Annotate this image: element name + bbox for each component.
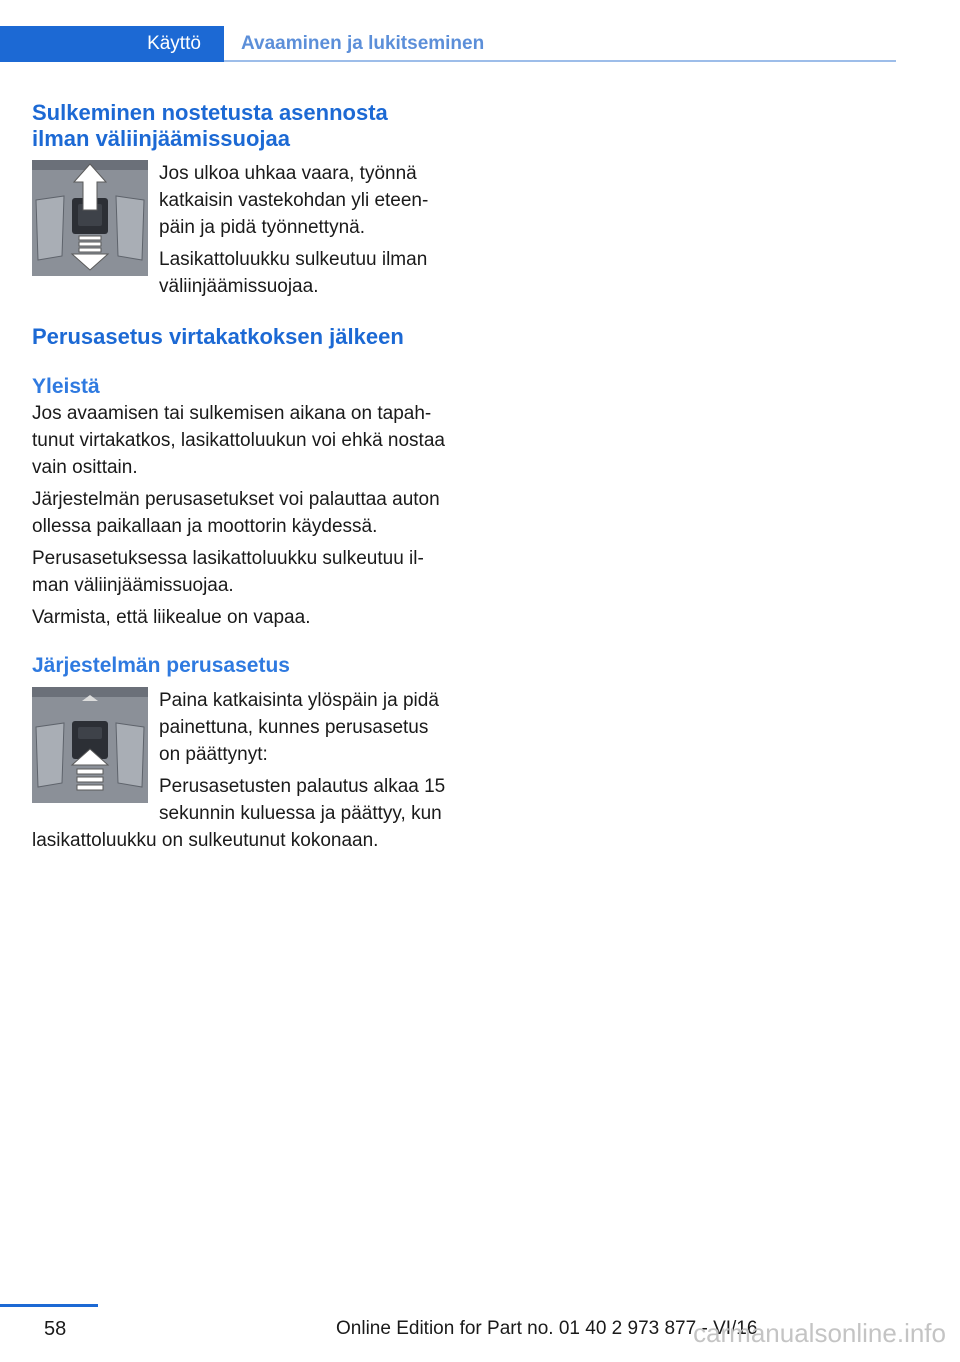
watermark: carmanualsonline.info [693,1318,946,1348]
paragraph: Perusasetuksessa lasikattoluukku sulkeutuu ilman väliinjäämissuojaa. [32,548,424,596]
subsection-title-system-reset: Järjestelmän perusasetus [32,654,290,677]
switch-illustration-push-forward [32,160,148,276]
sunroof-switch-hold-icon [32,687,148,803]
page-header [0,0,960,62]
main-content [32,100,450,854]
paragraph: Jos ulkoa uhkaa vaara, työnnä katkaisin vastekohdan yli eteenpäin ja pidä työnnettynä. [159,163,429,238]
paragraph: Jos avaamisen tai sulkemisen aikana on tapahtunut virtakatkos, lasikattoluukun voi ehkä nostaa vain osittain. [32,403,445,478]
edition-info: Online Edition for Part no. 01 40 2 973 877 - VI/16 [336,1318,758,1339]
footer-accent-line [0,1304,98,1307]
sunroof-switch-push-icon [32,160,148,276]
section-reset-body [32,687,450,854]
section-closing-body [32,160,450,300]
header-rule [224,60,896,62]
switch-illustration-press-up [32,687,148,803]
paragraph: Lasikattoluukku sulkeutuu ilman väliinjäämissuojaa. [159,249,428,297]
section-title-reset: Perusasetus virtakatkoksen jälkeen [32,324,404,349]
paragraph: Paina katkaisinta ylöspäin ja pidä painettuna, kunnes perusasetus on päättynyt: [159,690,439,765]
paragraph: Varmista, että liikealue on vapaa. [32,607,311,628]
breadcrumb[interactable]: Avaaminen ja lukitseminen [241,33,485,54]
subsection-title-general: Yleistä [32,375,100,398]
tab-chapter[interactable]: Käyttö [124,26,224,62]
paragraph: Järjestelmän perusasetukset voi palauttaa auton ollessa paikallaan ja moottorin käydessä. [32,489,440,537]
header-accent-bar [0,26,124,62]
page-number: 58 [44,1318,67,1340]
paragraph: Perusasetusten palautus alkaa 15 sekunnin kuluessa ja päättyy, kun lasikattoluukku on sulkeutunut kokonaan. [32,776,446,851]
section-title-closing: Sulkeminen nostetusta asennosta ilman väliinjäämissuojaa [32,100,388,151]
